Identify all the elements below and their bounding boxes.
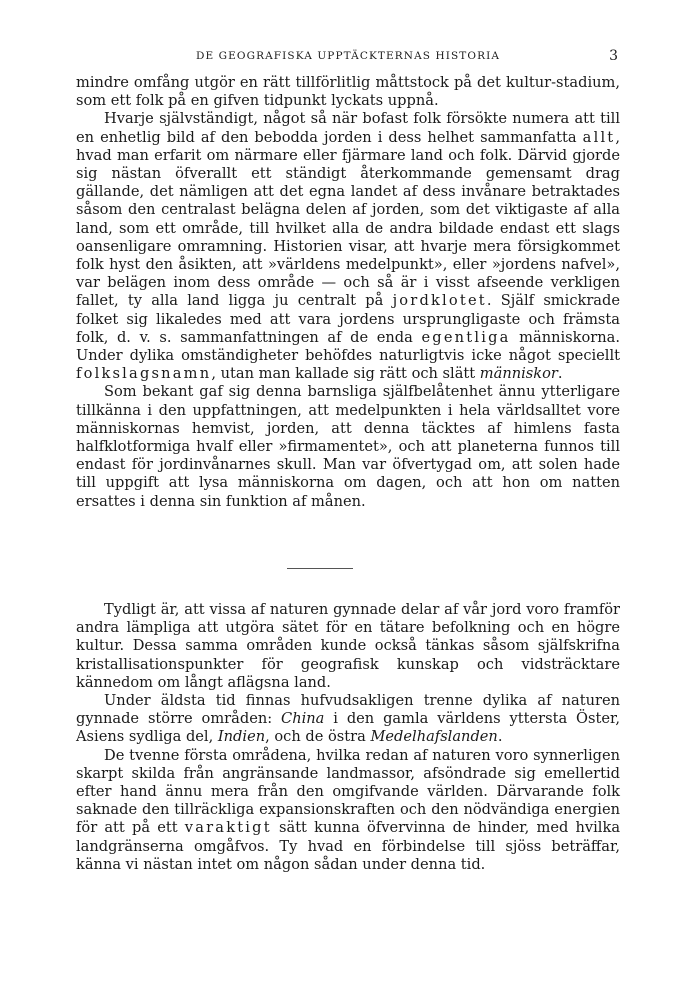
italic-word: människor bbox=[479, 365, 558, 383]
running-head bbox=[78, 48, 618, 64]
paragraph-text: . bbox=[497, 728, 503, 746]
italic-word: Indien bbox=[217, 728, 266, 746]
paragraph-text: människorna. Under dylika omständigheter behöfdes naturligtvis icke något speciellt bbox=[76, 328, 621, 365]
paragraph-firmament bbox=[76, 383, 620, 510]
paragraph-text: , hvad man erfarit om närmare eller fjärmare land och folk. Därvid gjorde sig nästan öfverallt ett ständigt återkommande gemensamt drag gällande, det nämligen att det egna landet af dess invånare betraktades såsom den centralast belägna delen af jorden, som det viktigaste af alla land, som ett område, till hvilket alla de andra bildade endast ett slags oansenligare omramning. Historien visar, att hvarje mera försigkommet folk hyst den åsikten, att »världens medelpunkt», eller »jordens nafvel», var belägen inom dess område — och så är i visst afseende verkligen fallet, ty alla land ligga ju centralt på bbox=[76, 128, 621, 310]
paragraph-text: , utan man kallade sig rätt och slätt bbox=[211, 365, 476, 383]
paragraph-continued bbox=[76, 74, 620, 110]
paragraph-three-regions bbox=[76, 692, 620, 747]
spaced-word: egentliga bbox=[421, 328, 511, 346]
spaced-word: varaktigt bbox=[184, 819, 272, 837]
paragraph-text: , och de östra bbox=[265, 728, 366, 746]
paragraph-text: . bbox=[557, 365, 563, 383]
paragraph-text: Hvarje självständigt, något så när bofast folk försökte numera att till en enhetlig bild af den bebodda jorden i dess helhet sammanfatta bbox=[76, 110, 620, 146]
paragraph-text: . Själf smickrade folket sig likaledes med att vara jordens ursprungligaste och främsta folk, d. v. s. sammanfattningen af de enda bbox=[76, 292, 620, 346]
section-divider bbox=[287, 568, 353, 569]
paragraph-text: i den gamla världens yttersta Öster, Asiens sydliga del, bbox=[76, 710, 621, 746]
paragraph-isolation bbox=[76, 747, 620, 874]
running-title: DE GEOGRAFISKA UPPTÄCKTERNAS HISTORIA bbox=[195, 50, 501, 62]
spaced-word: folkslagsnamn bbox=[76, 365, 212, 383]
paragraph-self-centred-worldview bbox=[76, 110, 620, 383]
italic-word: Medelhafslanden bbox=[370, 728, 498, 746]
paragraph-text: Tydligt är, att vissa af naturen gynnade delar af vår jord voro framför andra lämpliga att utgöra sätet för en tätare befolkning och en högre kultur. Dessa samma områden kunde också tänkas såsom själfskrifna kristallisationspunkter för geografisk kunskap och vidsträcktare kännedom om långt aflägsna land. bbox=[76, 601, 620, 691]
paragraph-favoured-regions bbox=[76, 601, 620, 692]
paragraph-text: sätt kunna öfvervinna de hinder, med hvilka landgränserna omgåfvos. Ty hvad en förbindelse till sjöss beträffar, känna vi nästan intet om någon sådan under denna tid. bbox=[76, 819, 621, 873]
spaced-word: allt bbox=[582, 128, 616, 146]
paragraph-text: De tvenne första områdena, hvilka redan af naturen voro synnerligen skarpt skilda från angränsande landmassor, afsöndrade sig emellertid efter hand ännu mera från den omgifvande världen. Därvarande folk saknade den tillräckliga expansionskraften och den nödvändiga energien för att på ett bbox=[76, 746, 620, 837]
text-block-upper bbox=[76, 74, 620, 511]
italic-word: China bbox=[281, 710, 325, 728]
text-block-lower bbox=[76, 601, 620, 874]
paragraph-text: Under äldsta tid finnas hufvudsakligen trenne dylika af naturen gynnade större områden: bbox=[76, 692, 620, 728]
paragraph-text: mindre omfång utgör en rätt tillförlitlig måttstock på det kultur-stadium, som ett folk på en gifven tidpunkt lyckats uppnå. bbox=[76, 74, 620, 110]
page-number: 3 bbox=[609, 48, 618, 64]
paragraph-text: Som bekant gaf sig denna barnsliga själfbelåtenhet ännu ytterligare tillkänna i den uppfattningen, att medelpunkten i hela världsalltet vore människornas hemvist, jorden, att denna täcktes af himlens fasta halfklotformiga hvalf eller »firmamentet», och att planeterna funnos till endast för jordinvånarnes skull. Man var öfvertygad om, att solen hade till uppgift att lysa människorna om dagen, och att hon om natten ersattes i denna sin funktion af månen. bbox=[76, 383, 620, 510]
spaced-word: jordklotet bbox=[392, 292, 487, 310]
